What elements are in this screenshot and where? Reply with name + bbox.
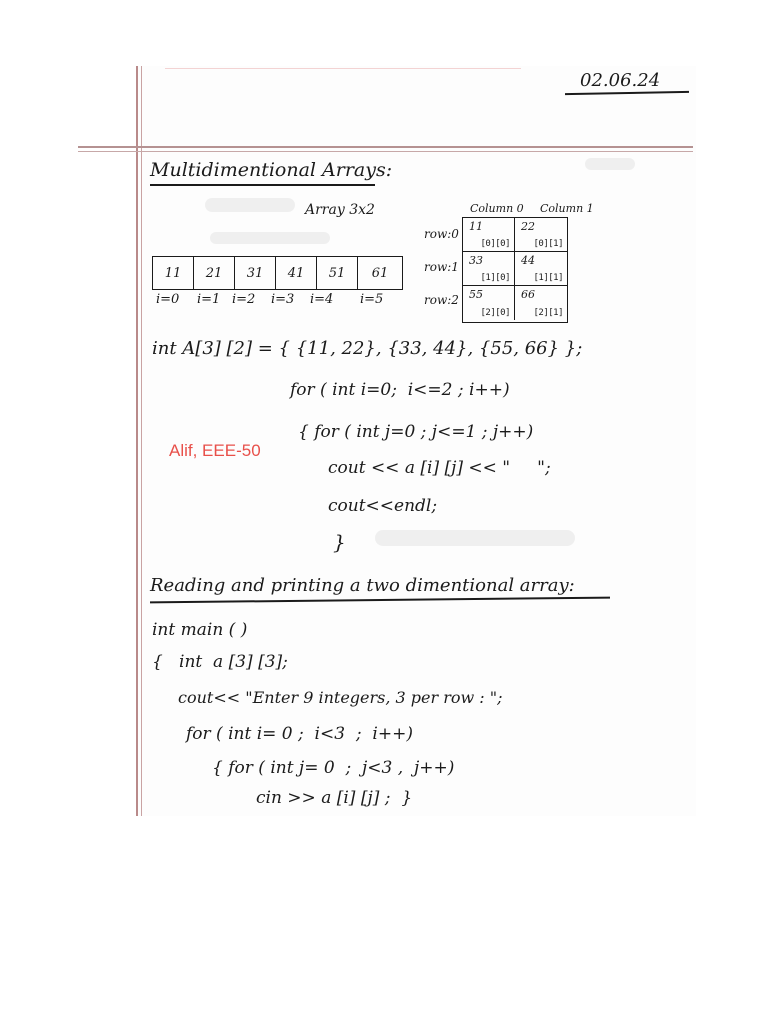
row-label: row:1 — [424, 260, 459, 274]
grid-value: 11 — [469, 220, 483, 233]
code-line: for ( int i= 0 ; i<3 ; i++) — [186, 724, 413, 744]
bleed-smudge — [205, 198, 295, 212]
grid-cell — [463, 218, 515, 252]
grid-index: [1][1] — [533, 273, 563, 283]
code-line: int main ( ) — [152, 620, 248, 640]
heading-multidimensional-arrays: Multidimentional Arrays: — [150, 159, 393, 181]
grid-index: [0][0] — [480, 239, 510, 249]
grid-value: 66 — [521, 288, 535, 301]
two-d-array-grid — [462, 217, 568, 323]
column-header: Column 1 — [540, 202, 594, 215]
bleed-smudge — [585, 158, 635, 170]
margin-line — [136, 66, 138, 816]
array-cell: 31 — [235, 257, 276, 289]
row-label: row:0 — [424, 227, 459, 241]
code-line: cout << a [i] [j] << " "; — [328, 458, 551, 478]
bleed-smudge — [375, 530, 575, 546]
code-line: cout<<endl; — [328, 496, 438, 516]
grid-value: 33 — [469, 254, 483, 267]
grid-value: 55 — [469, 288, 483, 301]
array-index: i=0 — [156, 292, 180, 307]
one-d-array — [152, 256, 403, 290]
array-cell: 11 — [153, 257, 194, 289]
array-cell: 41 — [276, 257, 317, 289]
array-index: i=5 — [360, 292, 384, 307]
author-signature: Alif, EEE-50 — [169, 441, 261, 460]
header-rule-inner — [78, 151, 693, 152]
grid-cell — [463, 286, 515, 320]
heading-reading-printing: Reading and printing a two dimentional array: — [150, 575, 575, 596]
grid-index: [0][1] — [533, 239, 563, 249]
code-line: cin >> a [i] [j] ; } — [256, 788, 413, 808]
array-cell: 61 — [371, 265, 389, 281]
faint-red-line — [165, 68, 521, 69]
array-caption: Array 3x2 — [305, 202, 375, 218]
heading-underline — [150, 184, 375, 186]
header-rule — [78, 146, 693, 148]
array-cell: 21 — [194, 257, 235, 289]
grid-cell — [515, 286, 567, 320]
grid-cell — [515, 218, 567, 252]
grid-index: [2][1] — [533, 308, 563, 318]
array-index: i=4 — [310, 292, 334, 307]
code-line: for ( int i=0; i<=2 ; i++) — [290, 380, 510, 400]
code-line: { for ( int j=0 ; j<=1 ; j++) — [298, 422, 534, 442]
grid-index: [2][0] — [480, 308, 510, 318]
grid-cell — [515, 252, 567, 286]
code-line: } — [333, 530, 346, 554]
array-index: i=1 — [197, 292, 221, 307]
date: 02.06.24 — [580, 70, 661, 91]
margin-line-inner — [141, 66, 142, 816]
grid-index: [1][0] — [480, 273, 510, 283]
array-index: i=2 — [232, 292, 256, 307]
row-label: row:2 — [424, 293, 459, 307]
grid-value: 22 — [521, 220, 535, 233]
array-index: i=3 — [271, 292, 295, 307]
column-header: Column 0 — [470, 202, 524, 215]
code-line: int A[3] [2] = { {11, 22}, {33, 44}, {55, 66} }; — [152, 338, 583, 359]
grid-value: 44 — [521, 254, 535, 267]
grid-cell — [463, 252, 515, 286]
code-line: { for ( int j= 0 ; j<3 , j++) — [212, 758, 455, 778]
bleed-smudge — [210, 232, 330, 244]
array-cell: 51 — [317, 257, 358, 289]
code-line: { int a [3] [3]; — [152, 652, 288, 672]
code-line: cout<< "Enter 9 integers, 3 per row : "; — [178, 688, 503, 707]
